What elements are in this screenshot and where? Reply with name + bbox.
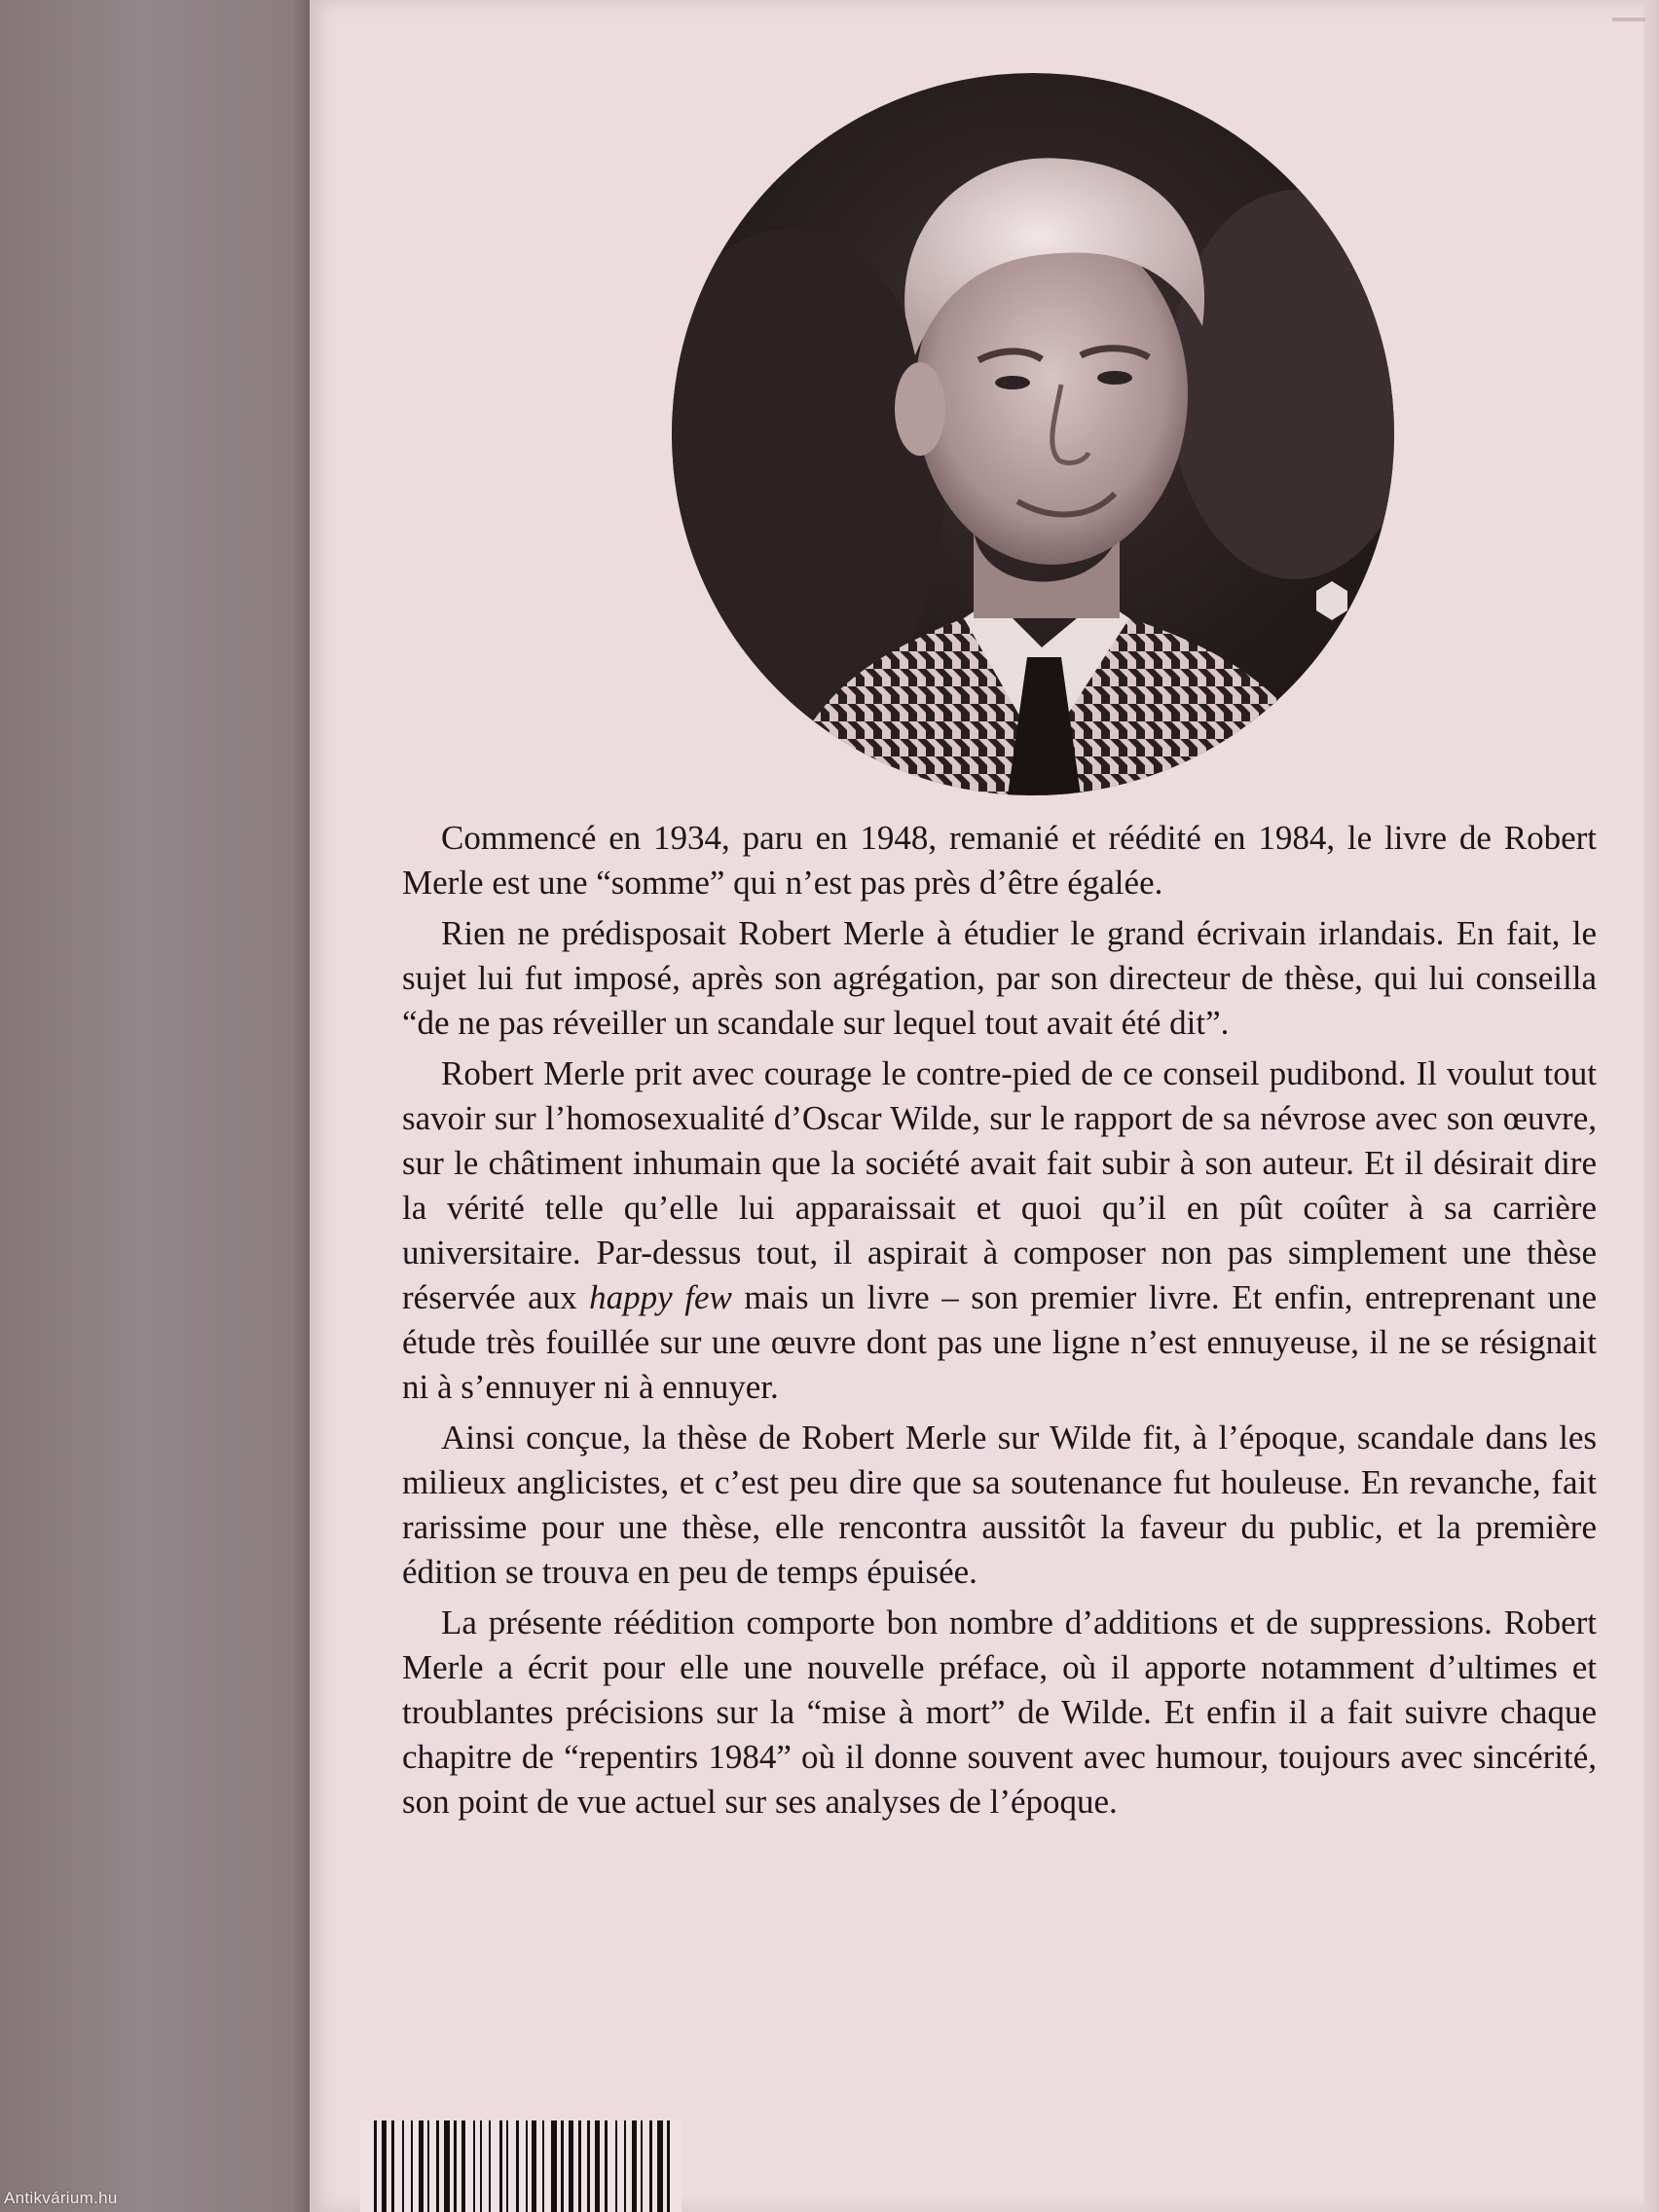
barcode-bar xyxy=(615,2120,617,2212)
barcode-bar xyxy=(667,2120,670,2212)
blurb-paragraph-4: Ainsi conçue, la thèse de Robert Merle sur Wilde fit, à l’époque, scandale dans les milieux anglicistes, et c’est peu dire que sa soutenance fut houleuse. En revanche, fait rarissime pour une thèse, elle rencontra aussitôt la faveur du public, et la première édition se trouva en peu de temps épuisée. xyxy=(402,1419,1597,1591)
barcode-bar xyxy=(402,2120,404,2212)
cover-edge xyxy=(1643,0,1659,2212)
corner-mark xyxy=(1612,18,1645,21)
watermark: Antikvárium.hu xyxy=(4,2189,118,2207)
barcode-bar xyxy=(473,2120,475,2212)
barcode-bar xyxy=(532,2120,536,2212)
blurb-paragraph-3-part-2: mais un livre – son premier livre. Et enfin, entreprenant une étude très fouillée sur une œuvre dont pas une ligne n’est ennuyeuse, il ne se résignait ni à s’ennuyer ni à ennuyer. xyxy=(402,1278,1597,1406)
barcode-bar xyxy=(657,2120,663,2212)
barcode-bar xyxy=(587,2120,590,2212)
barcode-bar xyxy=(595,2120,600,2212)
barcode-bar xyxy=(427,2120,429,2212)
barcode-bar xyxy=(551,2120,557,2212)
blurb-paragraph-3-part-1: Robert Merle prit avec courage le contre-pied de ce conseil pudibond. Il voulut tout savoir sur l’homosexualité d’Oscar Wilde, sur le rapport de sa névrose avec son œuvre, sur le châtiment inhumain que la société avait fait subir à son auteur. Et il désirait dire la vérité telle qu’elle lui apparaissait et quoi qu’il en pût coûter à sa carrière universitaire. Par-dessus tout, il aspirait à composer non pas simplement une thèse réservée aux xyxy=(402,1054,1597,1316)
background-surface xyxy=(0,0,312,2212)
barcode-bar xyxy=(436,2120,439,2212)
barcode-bar xyxy=(624,2120,626,2212)
barcode-bar xyxy=(542,2120,544,2212)
barcode-bar xyxy=(374,2120,377,2212)
barcode-bar xyxy=(561,2120,564,2212)
blurb-paragraph-3 xyxy=(402,1051,1597,1410)
barcode-bar xyxy=(419,2120,424,2212)
barcode-bar xyxy=(641,2120,643,2212)
barcode-bar xyxy=(632,2120,637,2212)
blurb-paragraph-1: Commencé en 1934, paru en 1948, remanié et réédité en 1984, le livre de Robert Merle est une “somme” qui n’est pas près d’être égalée. xyxy=(402,819,1597,902)
portrait-illustration xyxy=(672,73,1394,795)
barcode-bar xyxy=(391,2120,394,2212)
barcode-bar xyxy=(499,2120,502,2212)
barcode-bar xyxy=(526,2120,528,2212)
barcode-bar xyxy=(411,2120,413,2212)
barcode-bar xyxy=(569,2120,573,2212)
italic-phrase: happy few xyxy=(589,1278,732,1316)
barcode-bar xyxy=(516,2120,519,2212)
barcode-bar xyxy=(506,2120,508,2212)
barcode-bar xyxy=(605,2120,608,2212)
blurb-paragraph-5: La présente réédition comporte bon nombre d’additions et de suppressions. Robert Merle a écrit pour elle une nouvelle préface, où il apporte notamment d’ultimes et troublantes précisions sur la “mise à mort” de Wilde. Et enfin il a fait suivre chaque chapitre de “repentirs 1984” où il donne souvent avec humour, toujours avec sincérité, son point de vue actuel sur ses analyses de l’époque. xyxy=(402,1604,1597,1821)
barcode-bars xyxy=(360,2120,682,2212)
barcode-bar xyxy=(444,2120,450,2212)
barcode-bar xyxy=(578,2120,581,2212)
back-cover-blurb xyxy=(402,816,1597,1830)
author-portrait xyxy=(672,73,1394,795)
barcode-bar xyxy=(382,2120,387,2212)
blurb-paragraph-2: Rien ne prédisposait Robert Merle à étudier le grand écrivain irlandais. En fait, le sujet lui fut imposé, après son agrégation, par son directeur de thèse, qui lui conseilla “de ne pas réveiller un scandale sur lequel tout avait été dit”. xyxy=(402,914,1597,1042)
barcode xyxy=(360,2120,682,2212)
barcode-bar xyxy=(489,2120,491,2212)
barcode-bar xyxy=(454,2120,457,2212)
barcode-bar xyxy=(461,2120,465,2212)
barcode-bar xyxy=(649,2120,652,2212)
barcode-bar xyxy=(480,2120,482,2212)
